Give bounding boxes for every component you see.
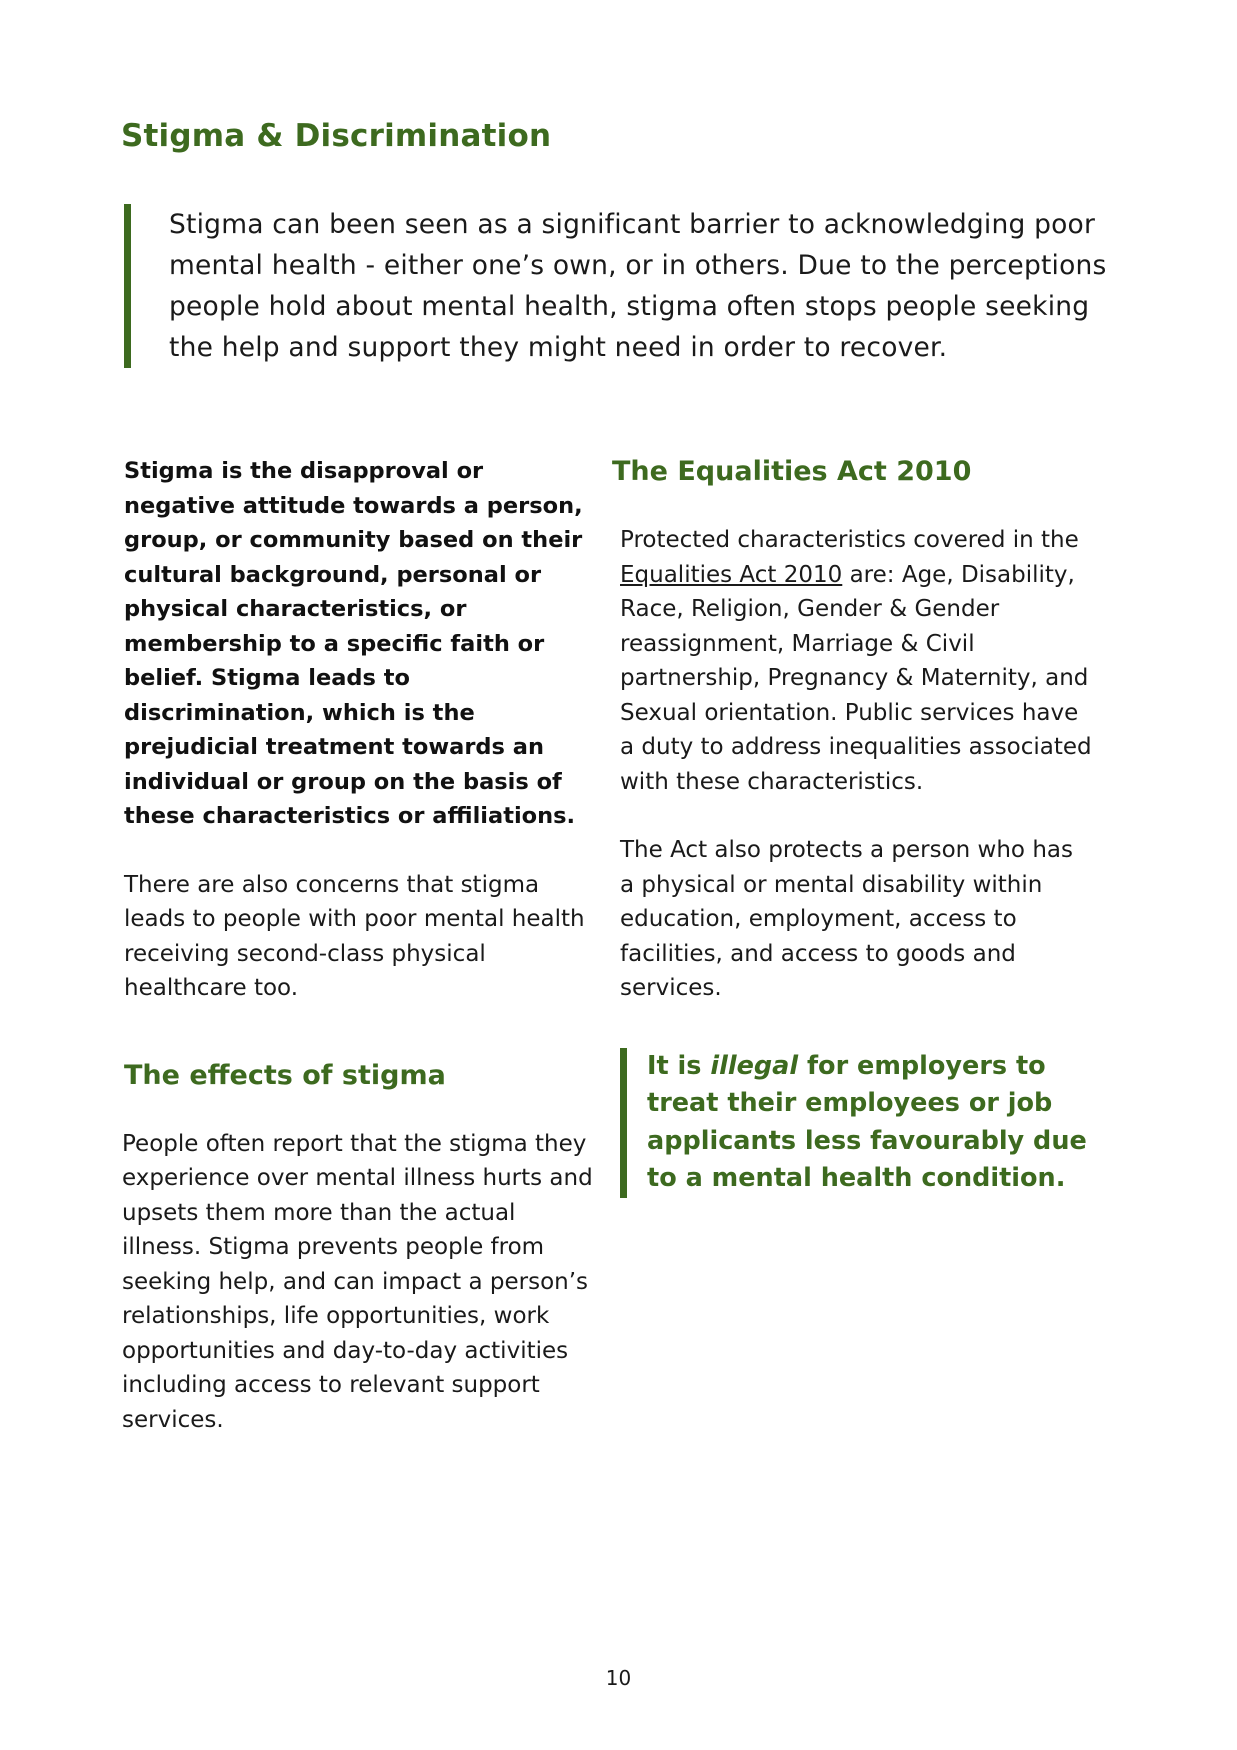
effects-heading: The effects of stigma bbox=[124, 1059, 446, 1091]
callout-suffix: for employers to treat their employees or job applicants less favourably due to a mental health condition. bbox=[647, 1050, 1087, 1193]
protected-characteristics-paragraph bbox=[620, 523, 1092, 799]
protected-prefix: Protected characteristics covered in the bbox=[620, 527, 1079, 553]
left-column bbox=[124, 454, 594, 1437]
equalities-act-heading: The Equalities Act 2010 bbox=[612, 456, 972, 487]
right-column bbox=[612, 454, 1092, 1198]
callout-emphasis: illegal bbox=[710, 1050, 799, 1081]
callout-prefix: It is bbox=[647, 1050, 711, 1081]
concerns-paragraph: There are also concerns that stigma leads to people with poor mental health receiving second-class physical healthcare too. bbox=[124, 871, 585, 1001]
act-protects-paragraph: The Act also protects a person who has a physical or mental disability within education, employment, access to facilities, and access to goods and services. bbox=[620, 837, 1073, 1001]
page-number: 10 bbox=[605, 1666, 632, 1690]
protected-suffix: are: Age, Disability, Race, Religion, Gender & Gender reassignment, Marriage & Civil partnership, Pregnancy & Maternity, and Sexual orientation. Public services have a duty to address inequalities associated with these characteristics. bbox=[620, 561, 1092, 795]
page-title: Stigma & Discrimination bbox=[121, 118, 552, 154]
intro-text: Stigma can been seen as a significant barrier to acknowledging poor mental health - either one’s own, or in others. Due to the perceptions people hold about mental health, stigma often stops people seeking the help and support they might need in order to recover. bbox=[169, 209, 1107, 363]
intro-quote bbox=[124, 204, 1129, 368]
illegal-callout bbox=[620, 1048, 1092, 1198]
stigma-definition: Stigma is the disapproval or negative attitude towards a person, group, or community based on their cultural background, personal or physical characteristics, or membership to a specific faith or belief. Stigma leads to discrimination, which is the prejudicial treatment towards an individual or group on the basis of these characteristics or affiliations. bbox=[124, 458, 583, 829]
effects-paragraph: People often report that the stigma they experience over mental illness hurts and upsets them more than the actual illness. Stigma prevents people from seeking help, and can impact a person’s relationships, life opportunities, work opportunities and day-to-day activities including access to relevant support services. bbox=[122, 1130, 593, 1433]
equalities-act-link[interactable]: Equalities Act 2010 bbox=[620, 561, 843, 588]
callout-text bbox=[647, 1048, 1092, 1198]
